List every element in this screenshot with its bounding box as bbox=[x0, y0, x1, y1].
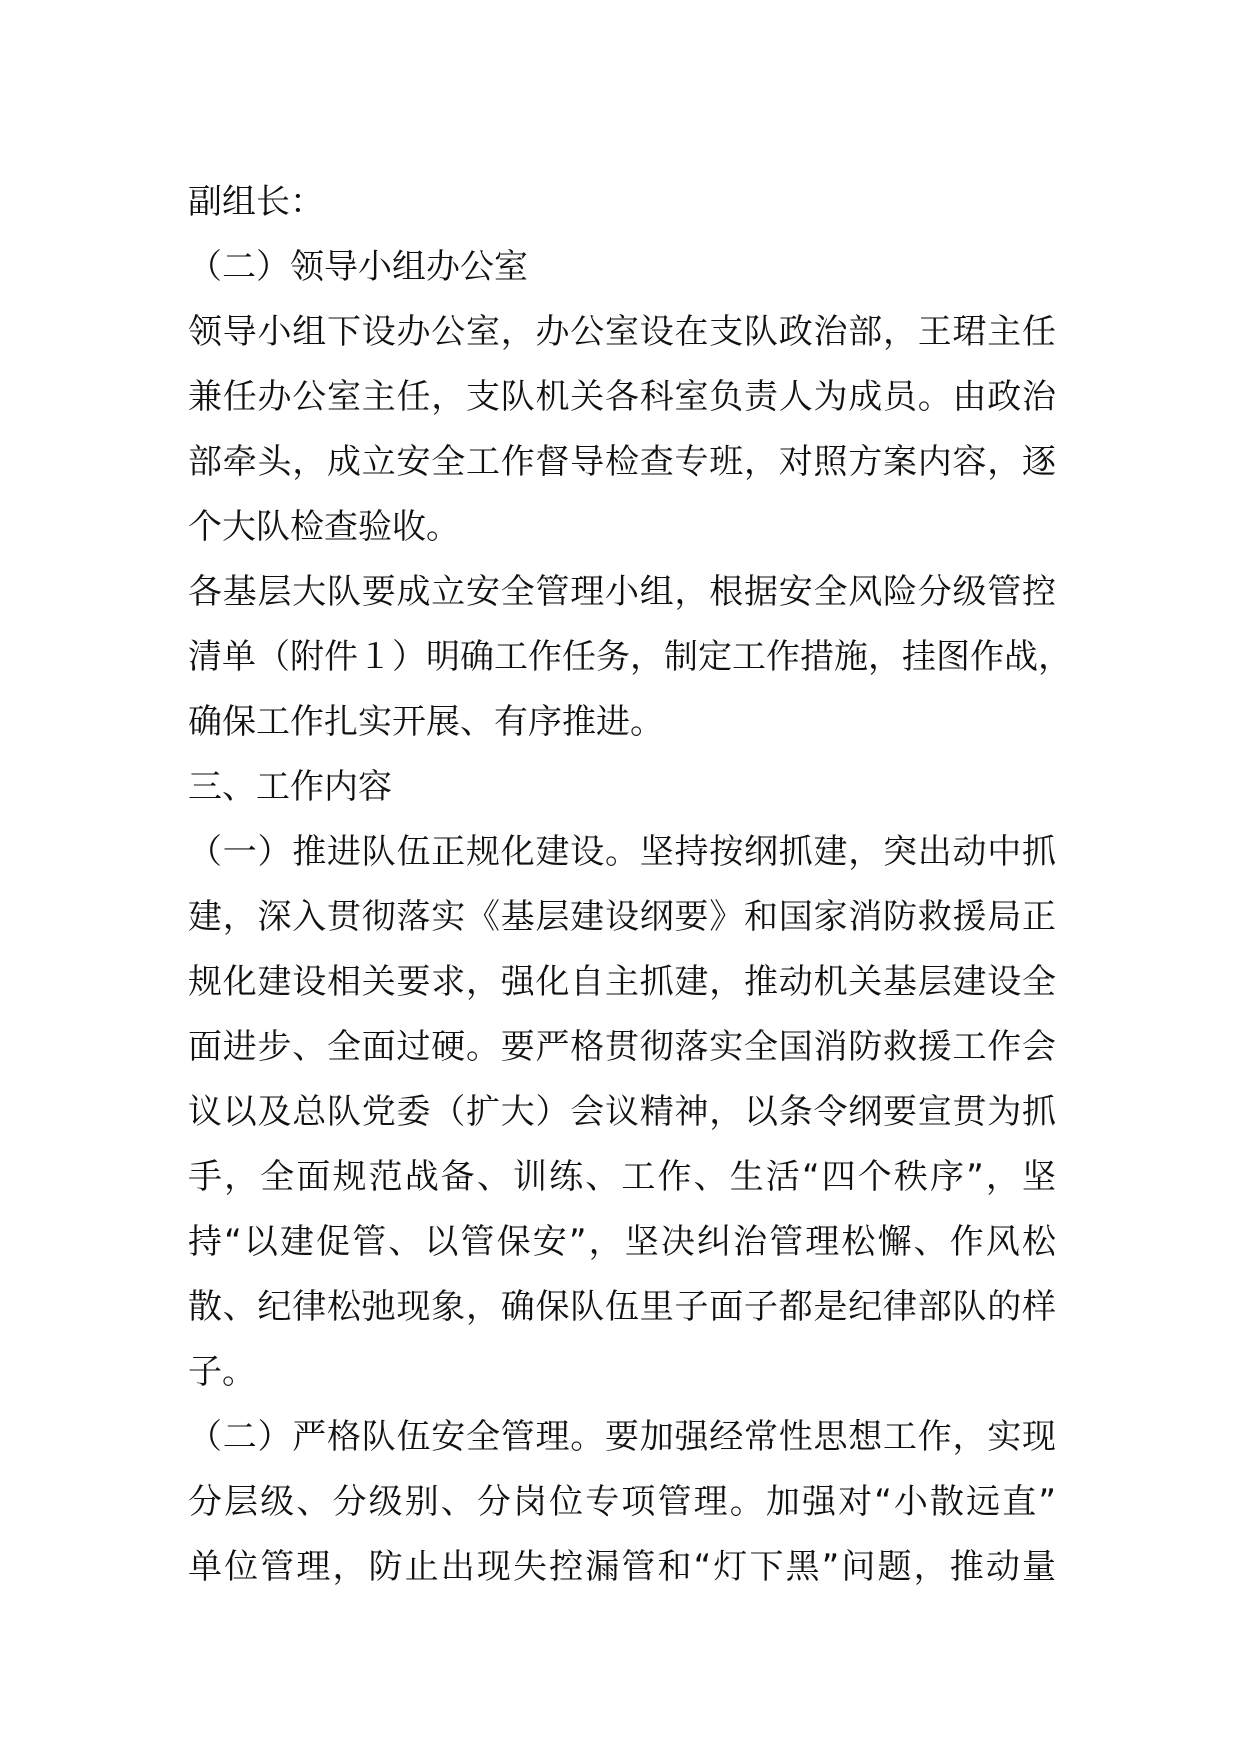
paragraph-line: 规化建设相关要求，强化自主抓建，推动机关基层建设全 bbox=[188, 962, 1056, 1002]
paragraph-line: 持“以建促管、以管保安”，坚决纠治管理松懈、作风松 bbox=[188, 1222, 1056, 1262]
paragraph-line: 分层级、分级别、分岗位专项管理。加强对“小散远直” bbox=[188, 1482, 1056, 1522]
paragraph-line: 清单（附件１）明确工作任务，制定工作措施，挂图作战， bbox=[188, 637, 1072, 677]
section-heading-work-content: 三、工作内容 bbox=[188, 767, 392, 807]
line-deputy-leader: 副组长： bbox=[188, 182, 324, 222]
document-body bbox=[188, 170, 1072, 1600]
paragraph-line: 确保工作扎实开展、有序推进。 bbox=[188, 702, 664, 742]
paragraph-line: 子。 bbox=[188, 1352, 256, 1392]
paragraph-line: 单位管理，防止出现失控漏管和“灯下黑”问题，推动量 bbox=[188, 1547, 1056, 1587]
paragraph-line: 议以及总队党委（扩大）会议精神，以条令纲要宣贯为抓 bbox=[188, 1092, 1056, 1132]
paragraph-line: （一）推进队伍正规化建设。坚持按纲抓建，突出动中抓 bbox=[188, 832, 1056, 872]
paragraph-line: 建，深入贯彻落实《基层建设纲要》和国家消防救援局正 bbox=[188, 897, 1056, 937]
paragraph-line: 散、纪律松弛现象，确保队伍里子面子都是纪律部队的样 bbox=[188, 1287, 1056, 1327]
paragraph-line: 面进步、全面过硬。要严格贯彻落实全国消防救援工作会 bbox=[188, 1027, 1056, 1067]
paragraph-line: 领导小组下设办公室，办公室设在支队政治部，王珺主任 bbox=[188, 312, 1056, 352]
paragraph-line: （二）严格队伍安全管理。要加强经常性思想工作，实现 bbox=[188, 1417, 1056, 1457]
paragraph-line: 兼任办公室主任，支队机关各科室负责人为成员。由政治 bbox=[188, 377, 1056, 417]
paragraph-line: 手，全面规范战备、训练、工作、生活“四个秩序”，坚 bbox=[188, 1157, 1056, 1197]
paragraph-line: 个大队检查验收。 bbox=[188, 507, 460, 547]
paragraph-line: 部牵头，成立安全工作督导检查专班，对照方案内容，逐 bbox=[188, 442, 1056, 482]
paragraph-line: 各基层大队要成立安全管理小组，根据安全风险分级管控 bbox=[188, 572, 1056, 612]
heading-office: （二）领导小组办公室 bbox=[188, 247, 528, 287]
